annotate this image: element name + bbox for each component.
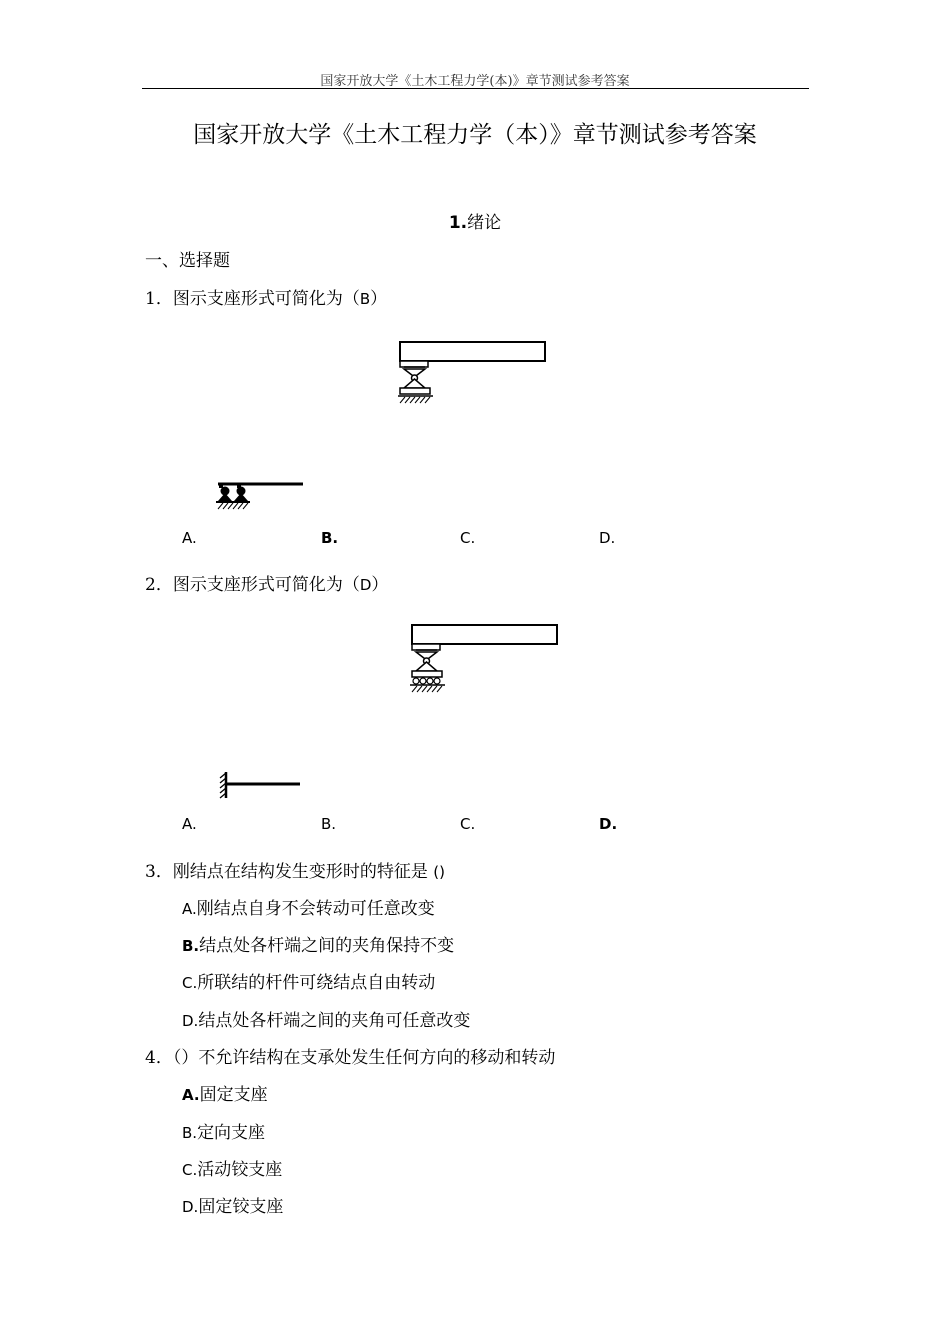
question-number: 3． <box>145 862 173 882</box>
question-4 <box>145 1043 555 1068</box>
q2-option-a: A. <box>182 815 197 833</box>
q2-option-a-figure <box>216 770 304 800</box>
section-heading: 一、选择题 <box>145 251 230 271</box>
option-letter: D. <box>182 1198 199 1216</box>
question-text: 图示支座形式可简化为（ <box>172 289 360 309</box>
q2-support-figure <box>408 623 562 697</box>
q2-option-b: B. <box>321 815 337 833</box>
document-title: 国家开放大学《土木工程力学（本）》章节测试参考答案 <box>193 122 757 148</box>
q2-option-d: D. <box>599 815 618 833</box>
running-header: 国家开放大学《土木工程力学(本)》章节测试参考答案 <box>320 74 630 89</box>
q4-option-c <box>182 1155 282 1180</box>
q1-support-figure <box>396 340 550 406</box>
header-rule <box>142 88 809 89</box>
question-text: 图示支座形式可简化为（ <box>172 575 360 595</box>
q4-option-d <box>182 1192 283 1217</box>
option-letter: D. <box>182 1012 199 1030</box>
q3-option-a <box>182 894 435 919</box>
q4-option-b <box>182 1118 265 1143</box>
option-letter: A. <box>182 1086 200 1104</box>
option-letter: C. <box>182 1161 198 1179</box>
option-letter: C. <box>182 974 198 992</box>
question-close-paren: ） <box>371 575 389 595</box>
option-text: 结点处各杆端之间的夹角可任意改变 <box>198 1011 471 1031</box>
option-text: 刚结点自身不会转动可任意改变 <box>196 899 435 919</box>
question-number: 1． <box>145 289 173 309</box>
q1-option-d: D. <box>599 529 616 547</box>
question-answer: D <box>359 576 372 594</box>
question-1 <box>145 284 387 309</box>
chapter-heading <box>0 208 950 233</box>
option-letter: B. <box>182 937 200 955</box>
option-text: 定向支座 <box>197 1123 266 1143</box>
option-text: 结点处各杆端之间的夹角保持不变 <box>199 936 455 956</box>
question-2 <box>145 570 388 595</box>
chapter-number: 1. <box>448 213 468 233</box>
q1-option-a: A. <box>182 529 197 547</box>
q3-option-d <box>182 1006 470 1031</box>
q3-option-b <box>182 931 454 956</box>
option-text: 活动铰支座 <box>197 1160 283 1180</box>
option-letter: B. <box>182 1124 198 1142</box>
question-answer: B <box>359 290 371 308</box>
q1-option-b: B. <box>321 529 339 547</box>
option-letter: A. <box>182 900 197 918</box>
question-number: 4． <box>145 1048 173 1068</box>
question-text: 刚结点在结构发生变形时的特征是 <box>172 862 428 882</box>
q2-option-c: C. <box>460 815 476 833</box>
option-text: 所联结的杆件可绕结点自由转动 <box>197 973 436 993</box>
option-text: 固定铰支座 <box>198 1197 284 1217</box>
option-text: 固定支座 <box>199 1085 268 1105</box>
q3-option-c <box>182 968 435 993</box>
question-text: （）不允许结构在支承处发生任何方向的移动和转动 <box>172 1048 556 1068</box>
chapter-name: 绪论 <box>467 213 502 233</box>
question-3 <box>145 857 445 882</box>
question-paren: () <box>433 863 445 881</box>
q4-option-a <box>182 1080 268 1105</box>
q1-option-a-figure <box>214 478 306 514</box>
question-number: 2． <box>145 575 173 595</box>
question-close-paren: ） <box>370 289 388 309</box>
q1-option-c: C. <box>460 529 476 547</box>
